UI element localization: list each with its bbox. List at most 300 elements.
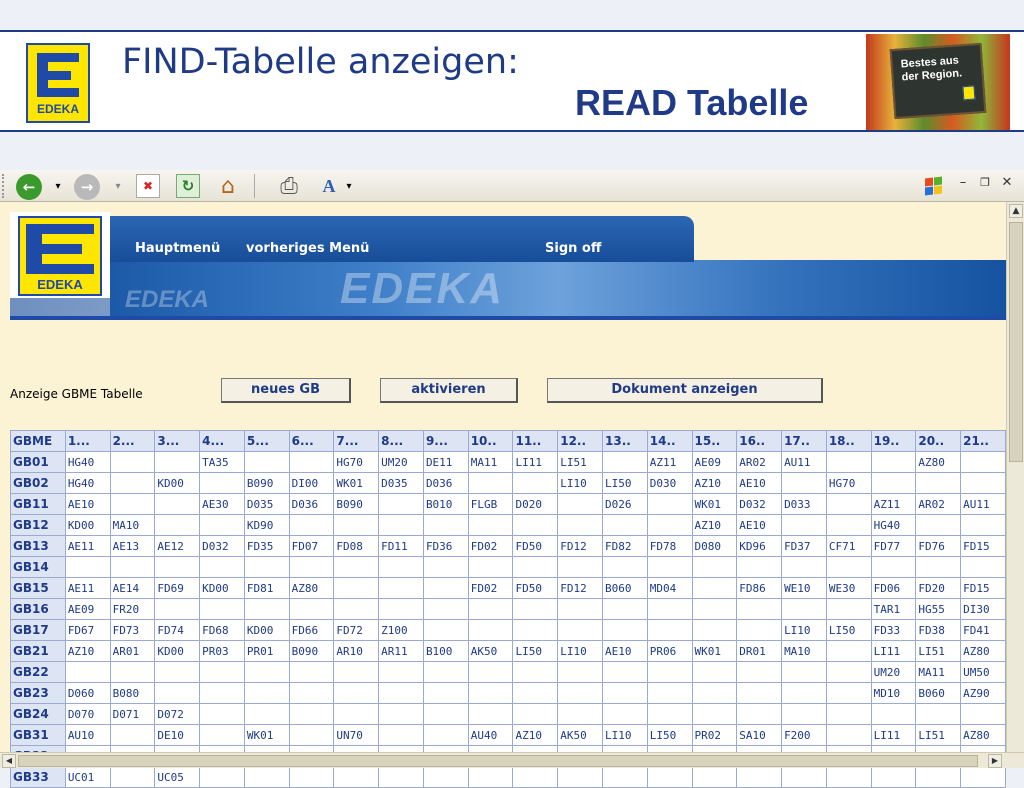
forward-dropdown-icon[interactable]: ▾ xyxy=(115,180,121,192)
table-cell xyxy=(289,452,334,473)
table-cell: LI50 xyxy=(826,620,871,641)
horizontal-scrollbar[interactable] xyxy=(0,752,1024,768)
font-dropdown-icon[interactable]: ▾ xyxy=(346,180,352,192)
table-cell: WK01 xyxy=(244,725,289,746)
table-cell xyxy=(334,557,379,578)
table-cell: AR02 xyxy=(916,494,961,515)
table-cell: FD08 xyxy=(334,536,379,557)
table-cell: FD02 xyxy=(468,536,513,557)
table-cell: FD12 xyxy=(558,536,603,557)
row-header: GB11 xyxy=(11,494,66,515)
table-cell: AE11 xyxy=(65,536,110,557)
table-cell xyxy=(692,767,737,788)
table-cell: FD69 xyxy=(155,578,200,599)
table-cell xyxy=(423,599,468,620)
table-cell: FD12 xyxy=(558,578,603,599)
table-row xyxy=(11,767,1006,788)
row-header: GB33 xyxy=(11,767,66,788)
table-cell xyxy=(200,704,245,725)
close-icon[interactable]: ✕ xyxy=(1001,175,1013,190)
nav-main-menu[interactable]: Hauptmenü xyxy=(135,241,221,256)
table-cell xyxy=(423,683,468,704)
table-cell: AR10 xyxy=(334,641,379,662)
table-cell: AK50 xyxy=(468,641,513,662)
table-cell: AE10 xyxy=(65,494,110,515)
table-cell: HG40 xyxy=(65,473,110,494)
table-cell: FD38 xyxy=(916,620,961,641)
column-header: 3... xyxy=(155,431,200,452)
table-cell xyxy=(916,767,961,788)
table-cell: UC01 xyxy=(65,767,110,788)
activate-button[interactable]: aktivieren xyxy=(380,378,518,403)
table-cell xyxy=(826,515,871,536)
table-cell xyxy=(200,515,245,536)
table-cell xyxy=(110,662,155,683)
back-dropdown-icon[interactable]: ▾ xyxy=(55,180,61,192)
app-logo-text: EDEKA xyxy=(37,277,83,292)
table-cell xyxy=(334,662,379,683)
table-cell xyxy=(423,557,468,578)
table-cell xyxy=(647,515,692,536)
column-header: 14.. xyxy=(647,431,692,452)
table-cell: HG55 xyxy=(916,599,961,620)
table-cell xyxy=(513,599,558,620)
refresh-icon[interactable]: ↻ xyxy=(176,174,200,198)
table-cell xyxy=(200,725,245,746)
table-cell: D036 xyxy=(289,494,334,515)
table-cell xyxy=(110,767,155,788)
table-cell xyxy=(244,704,289,725)
table-cell xyxy=(513,683,558,704)
table-cell xyxy=(289,725,334,746)
table-cell xyxy=(155,599,200,620)
vertical-scroll-thumb[interactable] xyxy=(1009,222,1023,462)
toolbar-separator xyxy=(254,174,258,198)
table-cell: AE10 xyxy=(737,473,782,494)
table-cell xyxy=(826,641,871,662)
row-header: GB23 xyxy=(11,683,66,704)
table-cell xyxy=(961,767,1006,788)
table-cell xyxy=(871,473,916,494)
table-cell xyxy=(244,767,289,788)
table-cell: FD68 xyxy=(200,620,245,641)
table-cell xyxy=(647,683,692,704)
table-cell xyxy=(961,473,1006,494)
table-cell: KD90 xyxy=(244,515,289,536)
scroll-left-icon[interactable]: ◀ xyxy=(2,754,16,768)
show-document-button[interactable]: Dokument anzeigen xyxy=(547,378,823,403)
table-cell xyxy=(647,767,692,788)
app-logo-container xyxy=(10,212,110,298)
row-header: GB12 xyxy=(11,515,66,536)
table-cell: HG40 xyxy=(871,515,916,536)
slide-subtitle: READ Tabelle xyxy=(575,82,809,123)
table-cell xyxy=(782,473,827,494)
page-content xyxy=(0,202,1006,784)
table-cell: UM20 xyxy=(379,452,424,473)
table-cell: MA10 xyxy=(782,641,827,662)
table-cell: AE09 xyxy=(65,599,110,620)
table-row xyxy=(11,683,1006,704)
table-cell: KD00 xyxy=(65,515,110,536)
table-cell: WE10 xyxy=(782,578,827,599)
table-cell xyxy=(692,578,737,599)
table-header-row xyxy=(11,431,1006,452)
table-cell: KD00 xyxy=(155,641,200,662)
table-row xyxy=(11,704,1006,725)
column-header: 6... xyxy=(289,431,334,452)
table-cell xyxy=(692,620,737,641)
table-cell: B090 xyxy=(244,473,289,494)
row-header: GB21 xyxy=(11,641,66,662)
table-cell xyxy=(155,683,200,704)
table-cell xyxy=(558,662,603,683)
table-cell xyxy=(423,620,468,641)
table-cell: DR01 xyxy=(737,641,782,662)
table-cell xyxy=(155,494,200,515)
table-cell xyxy=(155,662,200,683)
row-header: GB13 xyxy=(11,536,66,557)
table-cell xyxy=(603,599,648,620)
table-cell: LI50 xyxy=(603,473,648,494)
table-cell: AU10 xyxy=(65,725,110,746)
table-cell: D030 xyxy=(647,473,692,494)
table-cell xyxy=(513,704,558,725)
table-cell xyxy=(513,662,558,683)
table-cell: KD96 xyxy=(737,536,782,557)
forward-icon[interactable]: → xyxy=(74,174,100,200)
table-cell xyxy=(558,704,603,725)
table-cell: D036 xyxy=(423,473,468,494)
table-cell xyxy=(468,515,513,536)
table-cell xyxy=(379,767,424,788)
table-cell xyxy=(65,662,110,683)
table-cell xyxy=(782,662,827,683)
table-cell: CF71 xyxy=(826,536,871,557)
app-logo xyxy=(18,216,102,296)
table-cell: AU40 xyxy=(468,725,513,746)
column-header: 15.. xyxy=(692,431,737,452)
table-cell: FD86 xyxy=(737,578,782,599)
table-cell xyxy=(200,557,245,578)
table-cell xyxy=(423,515,468,536)
table-cell xyxy=(826,725,871,746)
table-cell xyxy=(110,473,155,494)
table-cell: D020 xyxy=(513,494,558,515)
table-cell: AE14 xyxy=(110,578,155,599)
table-cell xyxy=(155,557,200,578)
nav-previous-menu[interactable]: vorheriges Menü xyxy=(246,241,370,256)
table-row xyxy=(11,578,1006,599)
table-cell xyxy=(379,494,424,515)
table-cell: WK01 xyxy=(692,641,737,662)
slide-header xyxy=(0,30,1024,132)
table-cell xyxy=(379,725,424,746)
table-cell xyxy=(603,620,648,641)
row-header: GB24 xyxy=(11,704,66,725)
table-cell: FD50 xyxy=(513,536,558,557)
table-cell: FD73 xyxy=(110,620,155,641)
table-cell: FD78 xyxy=(647,536,692,557)
table-cell xyxy=(558,599,603,620)
table-cell xyxy=(558,557,603,578)
table-cell xyxy=(289,599,334,620)
table-cell: MD04 xyxy=(647,578,692,599)
table-cell: UM20 xyxy=(871,662,916,683)
toolbar-grip xyxy=(2,174,6,198)
table-cell: SA10 xyxy=(737,725,782,746)
row-header: GB01 xyxy=(11,452,66,473)
table-cell: AE10 xyxy=(737,515,782,536)
column-header: 13.. xyxy=(603,431,648,452)
table-cell: FD81 xyxy=(244,578,289,599)
table-cell: FD35 xyxy=(244,536,289,557)
table-cell xyxy=(737,767,782,788)
table-cell: AK50 xyxy=(558,725,603,746)
table-cell xyxy=(334,704,379,725)
table-cell: FLGB xyxy=(468,494,513,515)
table-cell xyxy=(423,578,468,599)
table-cell xyxy=(961,515,1006,536)
table-cell xyxy=(871,452,916,473)
table-cell xyxy=(513,620,558,641)
table-cell: FD36 xyxy=(423,536,468,557)
table-cell xyxy=(826,683,871,704)
table-cell xyxy=(737,557,782,578)
table-cell xyxy=(603,704,648,725)
table-cell xyxy=(871,767,916,788)
table-cell xyxy=(423,767,468,788)
table-cell: AR01 xyxy=(110,641,155,662)
column-header: 20.. xyxy=(916,431,961,452)
table-cell: Z100 xyxy=(379,620,424,641)
table-cell: AZ10 xyxy=(692,515,737,536)
table-cell xyxy=(334,515,379,536)
table-cell: MA10 xyxy=(110,515,155,536)
table-cell xyxy=(603,683,648,704)
table-cell: AZ11 xyxy=(647,452,692,473)
column-header: 5... xyxy=(244,431,289,452)
row-header: GB15 xyxy=(11,578,66,599)
table-cell: LI50 xyxy=(513,641,558,662)
table-cell xyxy=(65,557,110,578)
table-cell xyxy=(110,725,155,746)
table-cell xyxy=(871,557,916,578)
table-cell xyxy=(826,767,871,788)
table-cell xyxy=(737,683,782,704)
table-cell xyxy=(826,599,871,620)
table-cell: FD76 xyxy=(916,536,961,557)
banner-watermark: EDEKA xyxy=(340,264,505,313)
table-cell: FD66 xyxy=(289,620,334,641)
table-cell xyxy=(782,683,827,704)
new-gb-button[interactable]: neues GB xyxy=(221,378,351,403)
table-cell xyxy=(334,767,379,788)
table-cell xyxy=(423,725,468,746)
table-cell: D060 xyxy=(65,683,110,704)
table-cell xyxy=(603,557,648,578)
table-cell xyxy=(379,578,424,599)
table-cell: B100 xyxy=(423,641,468,662)
table-cell xyxy=(826,452,871,473)
table-cell: AU11 xyxy=(782,452,827,473)
column-header: 19.. xyxy=(871,431,916,452)
table-cell: AE09 xyxy=(692,452,737,473)
table-cell xyxy=(692,662,737,683)
column-header: 11.. xyxy=(513,431,558,452)
table-cell xyxy=(782,704,827,725)
table-cell xyxy=(916,515,961,536)
table-cell xyxy=(468,683,513,704)
restore-icon[interactable]: ❐ xyxy=(980,176,990,189)
table-cell xyxy=(379,683,424,704)
table-cell xyxy=(916,473,961,494)
table-cell xyxy=(200,767,245,788)
table-cell: D032 xyxy=(200,536,245,557)
table-cell: AE10 xyxy=(603,641,648,662)
table-cell xyxy=(468,704,513,725)
table-cell: AZ80 xyxy=(961,641,1006,662)
app-banner xyxy=(10,212,1006,322)
scroll-right-icon[interactable]: ▶ xyxy=(988,754,1002,768)
table-cell xyxy=(423,662,468,683)
table-cell: FD07 xyxy=(289,536,334,557)
table-cell: UC05 xyxy=(155,767,200,788)
table-cell: DI00 xyxy=(289,473,334,494)
browser-window xyxy=(0,170,1024,784)
table-cell: AZ80 xyxy=(961,725,1006,746)
table-cell: B010 xyxy=(423,494,468,515)
table-cell: FD15 xyxy=(961,536,1006,557)
horizontal-scroll-thumb[interactable] xyxy=(18,755,978,767)
edeka-logo-text: EDEKA xyxy=(36,102,79,116)
row-header: GB14 xyxy=(11,557,66,578)
table-cell xyxy=(289,515,334,536)
table-cell xyxy=(558,683,603,704)
row-header: GB17 xyxy=(11,620,66,641)
table-cell: B060 xyxy=(603,578,648,599)
table-cell: B080 xyxy=(110,683,155,704)
table-row xyxy=(11,557,1006,578)
table-cell: FD74 xyxy=(155,620,200,641)
table-cell: KD00 xyxy=(200,578,245,599)
table-cell xyxy=(916,704,961,725)
promo-image xyxy=(866,34,1010,130)
table-cell: AZ10 xyxy=(513,725,558,746)
table-cell: MD10 xyxy=(871,683,916,704)
table-cell: WE30 xyxy=(826,578,871,599)
table-cell xyxy=(603,515,648,536)
table-cell: AE13 xyxy=(110,536,155,557)
table-cell: LI51 xyxy=(558,452,603,473)
table-cell xyxy=(289,767,334,788)
gbme-table xyxy=(10,430,1006,788)
table-cell: F200 xyxy=(782,725,827,746)
table-cell xyxy=(155,452,200,473)
row-header: GB22 xyxy=(11,662,66,683)
table-cell xyxy=(379,515,424,536)
page-caption: Anzeige GBME Tabelle xyxy=(10,387,143,401)
nav-sign-off[interactable]: Sign off xyxy=(545,241,602,256)
table-cell: D033 xyxy=(782,494,827,515)
table-cell: AZ80 xyxy=(916,452,961,473)
print-icon[interactable]: ⎙ xyxy=(280,173,298,199)
back-icon[interactable]: ← xyxy=(16,174,42,200)
table-corner-header: GBME xyxy=(11,431,66,452)
table-cell xyxy=(647,704,692,725)
table-row xyxy=(11,662,1006,683)
vertical-scrollbar[interactable] xyxy=(1006,202,1024,752)
table-cell xyxy=(200,599,245,620)
table-cell: LI11 xyxy=(871,641,916,662)
table-cell xyxy=(782,767,827,788)
table-cell xyxy=(423,704,468,725)
table-cell: B060 xyxy=(916,683,961,704)
table-cell xyxy=(379,704,424,725)
table-cell: PR02 xyxy=(692,725,737,746)
table-cell xyxy=(110,557,155,578)
table-cell xyxy=(155,515,200,536)
table-cell xyxy=(200,473,245,494)
table-cell xyxy=(289,662,334,683)
table-cell: D071 xyxy=(110,704,155,725)
table-cell: LI10 xyxy=(603,725,648,746)
table-cell: AZ80 xyxy=(289,578,334,599)
table-cell: FD15 xyxy=(961,578,1006,599)
stop-icon[interactable]: ✖ xyxy=(136,174,160,198)
table-cell xyxy=(334,578,379,599)
table-cell: TAR1 xyxy=(871,599,916,620)
table-cell xyxy=(244,599,289,620)
table-cell: PR01 xyxy=(244,641,289,662)
table-cell xyxy=(647,494,692,515)
table-cell: AZ10 xyxy=(692,473,737,494)
scroll-up-icon[interactable]: ▲ xyxy=(1009,204,1023,218)
table-cell xyxy=(110,494,155,515)
table-cell: D026 xyxy=(603,494,648,515)
table-cell: FD11 xyxy=(379,536,424,557)
table-row xyxy=(11,620,1006,641)
table-cell xyxy=(558,767,603,788)
table-cell xyxy=(782,515,827,536)
table-cell xyxy=(558,515,603,536)
table-cell xyxy=(558,494,603,515)
table-cell: LI10 xyxy=(782,620,827,641)
table-cell: FD06 xyxy=(871,578,916,599)
table-cell: PR06 xyxy=(647,641,692,662)
font-size-icon[interactable]: A xyxy=(322,175,336,196)
table-cell: DE11 xyxy=(423,452,468,473)
table-cell xyxy=(961,704,1006,725)
table-cell: AE12 xyxy=(155,536,200,557)
table-cell: AZ11 xyxy=(871,494,916,515)
table-cell xyxy=(334,599,379,620)
table-cell: FR20 xyxy=(110,599,155,620)
table-cell: LI11 xyxy=(871,725,916,746)
table-cell: MA11 xyxy=(916,662,961,683)
table-cell: LI51 xyxy=(916,725,961,746)
table-cell xyxy=(289,704,334,725)
table-cell: AR11 xyxy=(379,641,424,662)
row-header: GB31 xyxy=(11,725,66,746)
home-icon[interactable]: ⌂ xyxy=(221,173,235,199)
table-cell xyxy=(244,452,289,473)
table-cell xyxy=(244,557,289,578)
table-cell xyxy=(647,620,692,641)
table-cell xyxy=(826,704,871,725)
minimize-icon[interactable]: – xyxy=(959,175,967,190)
table-row xyxy=(11,515,1006,536)
